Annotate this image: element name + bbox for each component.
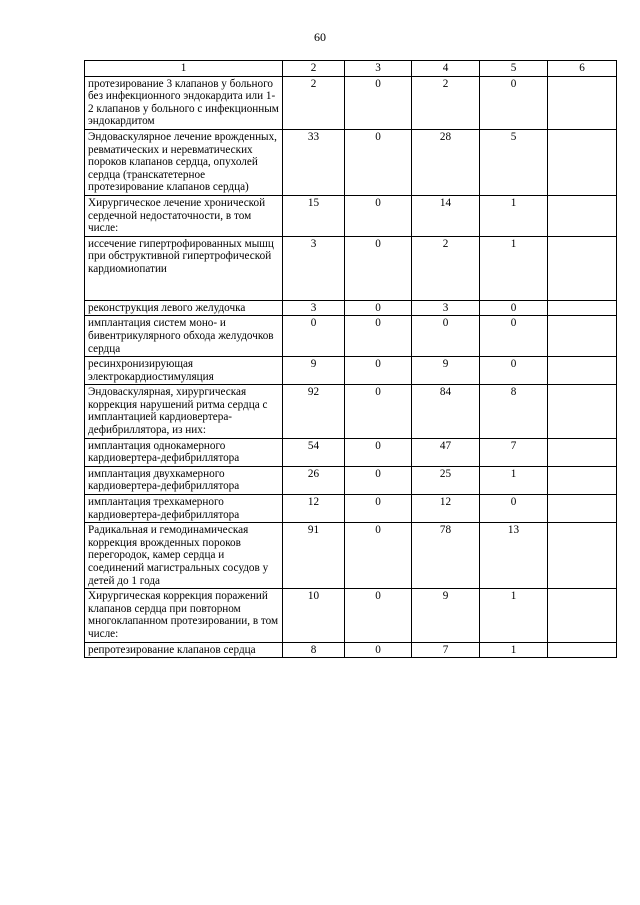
cell-col3: 0 — [345, 316, 412, 357]
cell-col4: 84 — [412, 385, 480, 438]
table-row — [85, 236, 617, 300]
cell-col6 — [548, 129, 617, 195]
cell-col6 — [548, 438, 617, 466]
cell-col5: 0 — [480, 300, 548, 316]
page-number: 60 — [314, 30, 326, 44]
row-label: репротезирование клапанов сердца — [85, 642, 283, 658]
cell-col4: 2 — [412, 76, 480, 129]
data-table — [84, 60, 617, 658]
header-cell: 5 — [480, 61, 548, 77]
cell-col5: 1 — [480, 466, 548, 494]
cell-col3: 0 — [345, 195, 412, 236]
cell-col6 — [548, 300, 617, 316]
row-label: имплантация трехкамерного кардиовертера-дефибриллятора — [85, 495, 283, 523]
cell-col2: 3 — [283, 236, 345, 300]
cell-col2: 8 — [283, 642, 345, 658]
cell-col5: 1 — [480, 589, 548, 642]
table-row — [85, 495, 617, 523]
row-label: ресинхронизирующая электрокардиостимуляция — [85, 357, 283, 385]
cell-col4: 28 — [412, 129, 480, 195]
cell-col4: 0 — [412, 316, 480, 357]
cell-col6 — [548, 466, 617, 494]
table-row — [85, 385, 617, 438]
table-row — [85, 466, 617, 494]
cell-col4: 14 — [412, 195, 480, 236]
cell-col2: 3 — [283, 300, 345, 316]
table-row — [85, 316, 617, 357]
cell-col4: 9 — [412, 589, 480, 642]
cell-col3: 0 — [345, 76, 412, 129]
table-row — [85, 438, 617, 466]
cell-col2: 26 — [283, 466, 345, 494]
cell-col3: 0 — [345, 300, 412, 316]
cell-col3: 0 — [345, 523, 412, 589]
cell-col2: 12 — [283, 495, 345, 523]
header-cell: 2 — [283, 61, 345, 77]
row-label: иссечение гипертрофированных мышц при обструктивной гипертрофической кардиомиопатии — [85, 236, 283, 300]
cell-col3: 0 — [345, 357, 412, 385]
cell-col3: 0 — [345, 495, 412, 523]
cell-col3: 0 — [345, 642, 412, 658]
cell-col3: 0 — [345, 438, 412, 466]
table-row — [85, 589, 617, 642]
cell-col6 — [548, 357, 617, 385]
cell-col4: 78 — [412, 523, 480, 589]
header-cell: 4 — [412, 61, 480, 77]
cell-col5: 1 — [480, 236, 548, 300]
cell-col6 — [548, 76, 617, 129]
header-cell: 3 — [345, 61, 412, 77]
table-row — [85, 129, 617, 195]
cell-col5: 0 — [480, 357, 548, 385]
cell-col6 — [548, 236, 617, 300]
cell-col6 — [548, 195, 617, 236]
cell-col4: 7 — [412, 642, 480, 658]
row-label: Хирургическая коррекция поражений клапанов сердца при повторном многоклапанном протезировании, в том числе: — [85, 589, 283, 642]
cell-col4: 3 — [412, 300, 480, 316]
cell-col3: 0 — [345, 385, 412, 438]
cell-col4: 9 — [412, 357, 480, 385]
cell-col5: 0 — [480, 316, 548, 357]
cell-col6 — [548, 642, 617, 658]
cell-col2: 92 — [283, 385, 345, 438]
row-label: Эндоваскулярное лечение врожденных, ревматических и неревматических пороков клапанов сердца, опухолей сердца (транскатетерное протезирование клапанов сердца) — [85, 129, 283, 195]
cell-col2: 33 — [283, 129, 345, 195]
cell-col6 — [548, 385, 617, 438]
row-label: имплантация двухкамерного кардиовертера-дефибриллятора — [85, 466, 283, 494]
table-row — [85, 642, 617, 658]
cell-col2: 2 — [283, 76, 345, 129]
cell-col5: 5 — [480, 129, 548, 195]
row-label: Радикальная и гемодинамическая коррекция врожденных пороков перегородок, камер сердца и соединений магистральных сосудов у детей до 1 года — [85, 523, 283, 589]
row-label: реконструкция левого желудочка — [85, 300, 283, 316]
table-row — [85, 300, 617, 316]
cell-col2: 91 — [283, 523, 345, 589]
cell-col4: 12 — [412, 495, 480, 523]
cell-col3: 0 — [345, 589, 412, 642]
cell-col4: 25 — [412, 466, 480, 494]
cell-col6 — [548, 495, 617, 523]
cell-col6 — [548, 316, 617, 357]
cell-col3: 0 — [345, 236, 412, 300]
cell-col5: 1 — [480, 195, 548, 236]
table-header-row — [85, 61, 617, 77]
cell-col3: 0 — [345, 466, 412, 494]
cell-col2: 9 — [283, 357, 345, 385]
cell-col6 — [548, 589, 617, 642]
cell-col4: 2 — [412, 236, 480, 300]
cell-col5: 7 — [480, 438, 548, 466]
header-cell: 6 — [548, 61, 617, 77]
cell-col5: 13 — [480, 523, 548, 589]
cell-col2: 54 — [283, 438, 345, 466]
cell-col5: 0 — [480, 76, 548, 129]
row-label: протезирование 3 клапанов у больного без инфекционного эндокардита или 1-2 клапанов у больного с инфекционным эндокардитом — [85, 76, 283, 129]
table-row — [85, 195, 617, 236]
cell-col2: 0 — [283, 316, 345, 357]
row-label: Эндоваскулярная, хирургическая коррекция нарушений ритма сердца с имплантацией кардиовертера-дефибриллятора, из них: — [85, 385, 283, 438]
cell-col4: 47 — [412, 438, 480, 466]
cell-col2: 15 — [283, 195, 345, 236]
cell-col5: 0 — [480, 495, 548, 523]
cell-col5: 8 — [480, 385, 548, 438]
cell-col5: 1 — [480, 642, 548, 658]
row-label: имплантация однокамерного кардиовертера-дефибриллятора — [85, 438, 283, 466]
row-label: имплантация систем моно- и бивентрикулярного обхода желудочков сердца — [85, 316, 283, 357]
table-row — [85, 523, 617, 589]
table-row — [85, 76, 617, 129]
table-row — [85, 357, 617, 385]
cell-col3: 0 — [345, 129, 412, 195]
row-label: Хирургическое лечение хронической сердечной недостаточности, в том числе: — [85, 195, 283, 236]
cell-col2: 10 — [283, 589, 345, 642]
cell-col6 — [548, 523, 617, 589]
header-cell: 1 — [85, 61, 283, 77]
